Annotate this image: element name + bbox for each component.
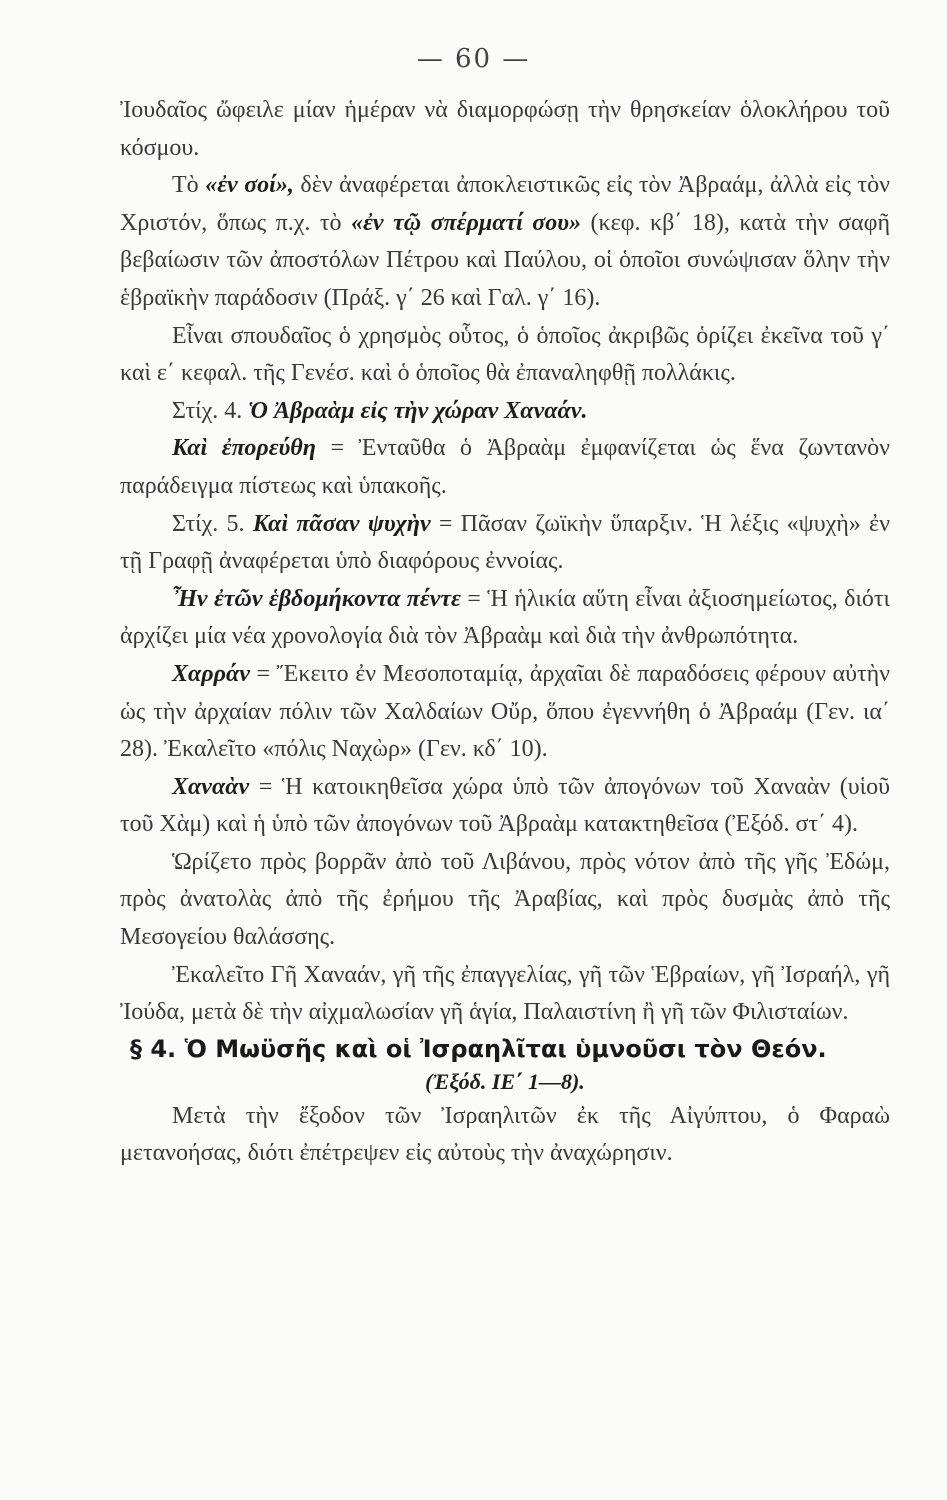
term: Καὶ ἐπορεύθη bbox=[172, 435, 316, 462]
text-run: = Ἐνταῦθα ὁ Ἀβραὰμ ἐμφανίζεται ὡς ἕνα ζωντανὸν παράδειγμα πίστεως καὶ ὑπακοῆς. bbox=[120, 435, 890, 499]
paragraph: Ἰουδαῖος ὤφειλε μίαν ἡμέραν νὰ διαμορφώσῃ τὴν θρησκείαν ὁλοκλήρου τοῦ κόσμου. bbox=[120, 97, 890, 161]
paragraph bbox=[120, 656, 890, 769]
term: Καὶ πᾶσαν ψυχὴν bbox=[252, 510, 431, 537]
text-run: (κεφ. κβ΄ 18), κατὰ τὴν σαφῆ βεβαίωσιν τῶν ἀποστόλων Πέτρου καὶ Παύλου, οἱ ὁποῖοι συνώψισαν ὅλην τὴν ἑβραϊκὴν παράδοσιν (Πράξ. γ΄ 26 καὶ Γαλ. γ΄ 16). bbox=[120, 209, 890, 311]
section-reference: (Ἐξόδ. ΙΕ΄ 1—8). bbox=[425, 1068, 585, 1094]
paragraph: Ἐκαλεῖτο Γῆ Χαναάν, γῆ τῆς ἐπαγγελίας, γῆ τῶν Ἑβραίων, γῆ Ἰσραήλ, γῆ Ἰούδα, μετὰ δὲ τὴν αἰχμαλωσίαν γῆ ἁγία, Παλαιστίνη ἢ γῆ τῶν Φιλισταίων. bbox=[120, 961, 890, 1026]
paragraph: Μετὰ τὴν ἔξοδον τῶν Ἰσραηλιτῶν ἐκ τῆς Αἰγύπτου, ὁ Φαραὼ μετανοήσας, διότι ἐπέτρεψεν εἰς αὐτοὺς τὴν ἀναχώρησιν. bbox=[120, 1102, 890, 1167]
paragraph: Ὡρίζετο πρὸς βορρᾶν ἀπὸ τοῦ Λιβάνου, πρὸς νότον ἀπὸ τῆς γῆς Ἐδώμ, πρὸς ἀνατολὰς ἀπὸ τῆς ἐρήμου τῆς Ἀραβίας, καὶ πρὸς δυσμὰς ἀπὸ τῆς Μεσογείου θαλάσσης. bbox=[120, 848, 890, 951]
page-body bbox=[120, 92, 890, 1173]
text-run: = Ἡ κατοικηθεῖσα χώρα ὑπὸ τῶν ἀπογόνων τοῦ Χαναὰν (υἱοῦ τοῦ Χὰμ) καὶ ἡ ὑπὸ τῶν ἀπογόνων τοῦ Ἀβραὰμ κατακτηθεῖσα (Ἐξόδ. στ΄ 4). bbox=[120, 773, 890, 838]
term: Χαναὰν bbox=[172, 773, 250, 800]
page-number: — 60 — bbox=[416, 44, 531, 74]
term: Χαρράν bbox=[172, 660, 250, 687]
paragraph bbox=[120, 581, 890, 656]
verse-label: Στίχ. 4. bbox=[172, 397, 249, 424]
emphasis: «ἐν τῷ σπέρματί σου» bbox=[351, 209, 581, 236]
text-run: = Ἔκειτο ἐν Μεσοποταμίᾳ, ἀρχαῖαι δὲ παραδόσεις φέρουν αὐτὴν ὡς τὴν ἀρχαίαν πόλιν τῶν Χαλδαίων Οὔρ, ὅπου ἐγεννήθη ὁ Ἀβραάμ (Γεν. ια΄ 28). Ἐκαλεῖτο «πόλις Ναχὼρ» (Γεν. κδ΄ 10). bbox=[120, 660, 890, 763]
verse-heading bbox=[120, 393, 890, 431]
text-run: = Ἡ ἡλικία αὕτη εἶναι ἀξιοσημείωτος, διότι ἀρχίζει μία νέα χρονολογία διὰ τὸν Ἀβραὰμ καὶ διὰ τὴν ἀνθρωπότητα. bbox=[120, 585, 891, 650]
emphasis: Ὁ Ἀβραὰμ εἰς τὴν χώραν Χαναάν. bbox=[248, 397, 588, 424]
text-run: Τὸ bbox=[172, 172, 206, 199]
paragraph bbox=[120, 167, 890, 317]
section-heading: § 4. Ὁ Μωϋσῆς καὶ οἱ Ἰσραηλῖται ὑμνοῦσι τὸν Θεόν. bbox=[130, 1034, 827, 1063]
paragraph: Εἶναι σπουδαῖος ὁ χρησμὸς οὗτος, ὁ ὁποῖος ἀκριβῶς ὁρίζει ἐκεῖνα τοῦ γ΄ καὶ ε΄ κεφαλ. τῆς Γενέσ. καὶ ὁ ὁποῖος θὰ ἐπαναληφθῇ πολλάκις. bbox=[120, 322, 890, 387]
paragraph bbox=[120, 769, 890, 844]
verse-label: Στίχ. 5. bbox=[172, 510, 253, 537]
text-run: δὲν ἀναφέρεται ἀποκλειστικῶς εἰς τὸν Ἀβραάμ, ἀλλὰ εἰς τὸν Χριστόν, ὅπως π.χ. τὸ bbox=[120, 172, 890, 236]
paragraph bbox=[120, 430, 890, 505]
paragraph bbox=[120, 506, 890, 581]
term: Ἦν ἐτῶν ἑβδομήκοντα πέντε bbox=[172, 585, 461, 612]
text-run: = Πᾶσαν ζωϊκὴν ὕπαρξιν. Ἡ λέξις «ψυχὴ» ἐν τῇ Γραφῇ ἀναφέρεται ὑπὸ διαφόρους ἐννοίας. bbox=[120, 510, 890, 575]
emphasis: «ἐν σοί», bbox=[205, 172, 294, 199]
